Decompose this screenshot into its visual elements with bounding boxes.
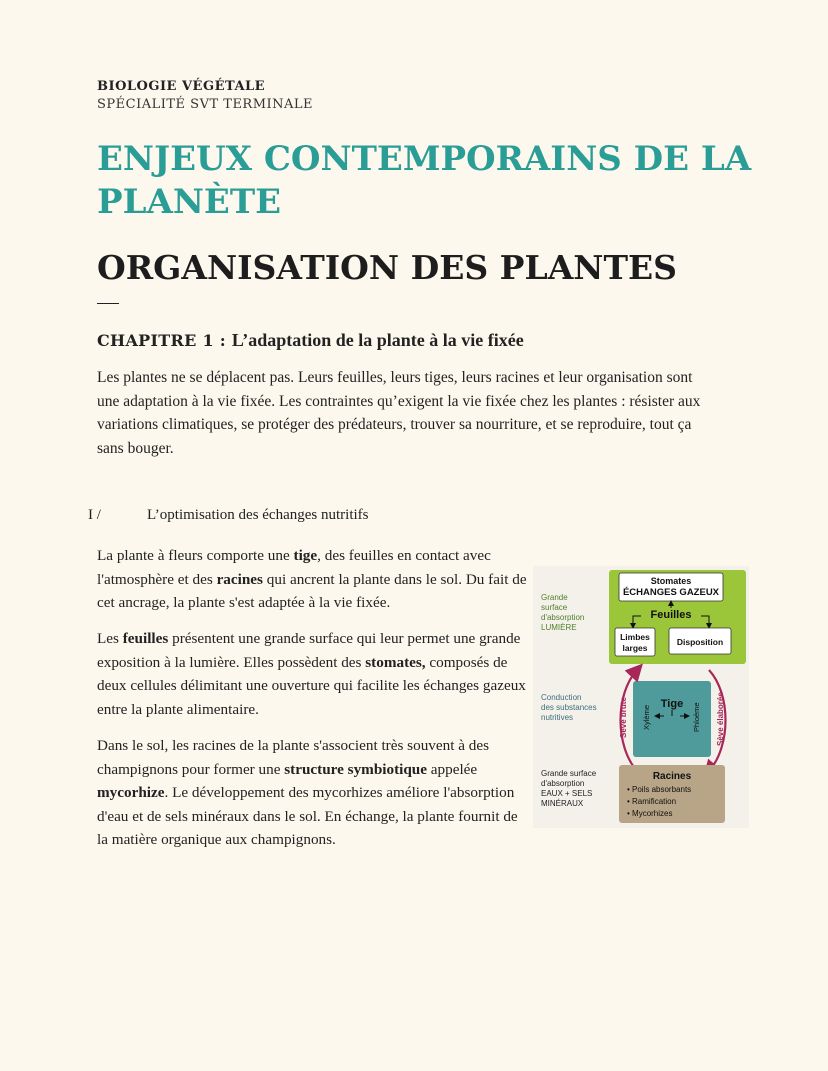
leaf-side-label-2: surface [541, 603, 568, 612]
sub-title: ORGANISATION DES PLANTES [97, 248, 677, 287]
keyword-stomates: stomates, [365, 653, 426, 671]
chapter-lead: CHAPITRE 1 : [97, 331, 232, 350]
leaf-side-label-4: LUMIÈRE [541, 623, 577, 632]
stem-side-label-2: des substances [541, 703, 597, 712]
stem-side-label-3: nutritives [541, 713, 574, 722]
disposition-label: Disposition [676, 637, 724, 647]
stem-side-label-1: Conduction [541, 693, 582, 702]
section-title: L’optimisation des échanges nutritifs [147, 507, 369, 523]
racines-item-2: • Ramification [627, 797, 677, 806]
racines-item-3: • Mycorhizes [627, 809, 673, 818]
leaf-side-label-1: Grande [541, 593, 568, 602]
root-side-label-2: d'absorption [541, 779, 585, 788]
limbes-label: Limbes [620, 632, 650, 642]
chapter-heading [97, 330, 524, 351]
paragraph-roots [97, 734, 527, 852]
feuilles-label: Feuilles [650, 609, 692, 621]
text: qui ancrent la plante dans le sol. Du fait de cet ancrage, la plante s'est adaptée à la vie fixée. [97, 570, 527, 611]
seve-elaboree-label: Sève élaborée [716, 692, 725, 746]
keyword-mycorhize: mycorhize [97, 784, 165, 801]
leaf-side-label-3: d'absorption [541, 613, 585, 622]
echanges-gazeux-label: ÉCHANGES GAZEUX [622, 587, 720, 598]
text: Les [97, 630, 123, 647]
eyebrow-course: SPÉCIALITÉ SVT TERMINALE [97, 97, 314, 112]
keyword-feuilles: feuilles [122, 630, 169, 647]
racines-label: Racines [652, 771, 692, 782]
text: appelée [427, 760, 478, 778]
xyleme-label: Xylème [642, 704, 651, 730]
keyword-racines: racines [216, 570, 263, 588]
eyebrow-subject: BIOLOGIE VÉGÉTALE [97, 79, 266, 94]
phloeme-label: Phloème [692, 702, 701, 732]
text: Dans le sol, les racines de la plante s'associent très souvent à des champignons pour former une [97, 737, 490, 778]
keyword-structure-symbiotique: structure symbiotique [284, 760, 427, 778]
larges-label: larges [622, 643, 648, 653]
root-side-label-3: EAUX + SELS [541, 789, 593, 798]
tige-label: Tige [660, 698, 684, 710]
text: La plante à fleurs comporte une [97, 547, 294, 564]
text: présentent une grande surface qui leur permet une grande exposition à la lumière. Elles possèdent des [97, 630, 521, 671]
text: composés de deux cellules délimitant une ouverture qui facilite les échanges gazeux entre la plante alimentaire. [97, 653, 526, 718]
diagram-svg [533, 566, 749, 828]
racines-item-1: • Poils absorbants [627, 785, 692, 794]
chapter-title: L’adaptation de la plante à la vie fixée [231, 330, 524, 350]
title-divider [97, 303, 119, 304]
main-title: ENJEUX CONTEMPORAINS DE LA PLANÈTE [97, 139, 752, 222]
intro-paragraph: Les plantes ne se déplacent pas. Leurs feuilles, leurs tiges, leurs racines et leur organisation sont une adaptation à la vie fixée. Les contraintes qu’exigent la vie fixée chez les plantes : résister aux variations climatiques, se protéger des prédateurs, trouver sa nourriture, et se reproduire, tout ça sans bouger. [97, 369, 701, 457]
keyword-tige: tige [293, 547, 318, 564]
root-side-label-4: MINÉRAUX [541, 799, 584, 808]
root-side-label-1: Grande surface [541, 769, 597, 778]
paragraph-leaves [97, 627, 527, 721]
seve-brute-label: Sève brute [619, 697, 628, 738]
plant-organization-diagram [533, 566, 749, 828]
stomates-label: Stomates [650, 576, 692, 586]
section-number: I / [88, 507, 101, 523]
paragraph-stem [97, 544, 527, 615]
text: . Le développement des mycorhizes améliore l'absorption d'eau et de sels minéraux dans le sol. En échange, la plante fournit de la matière organique aux champignons. [97, 784, 518, 848]
text: , des feuilles en contact avec l'atmosphère et des [97, 547, 491, 588]
